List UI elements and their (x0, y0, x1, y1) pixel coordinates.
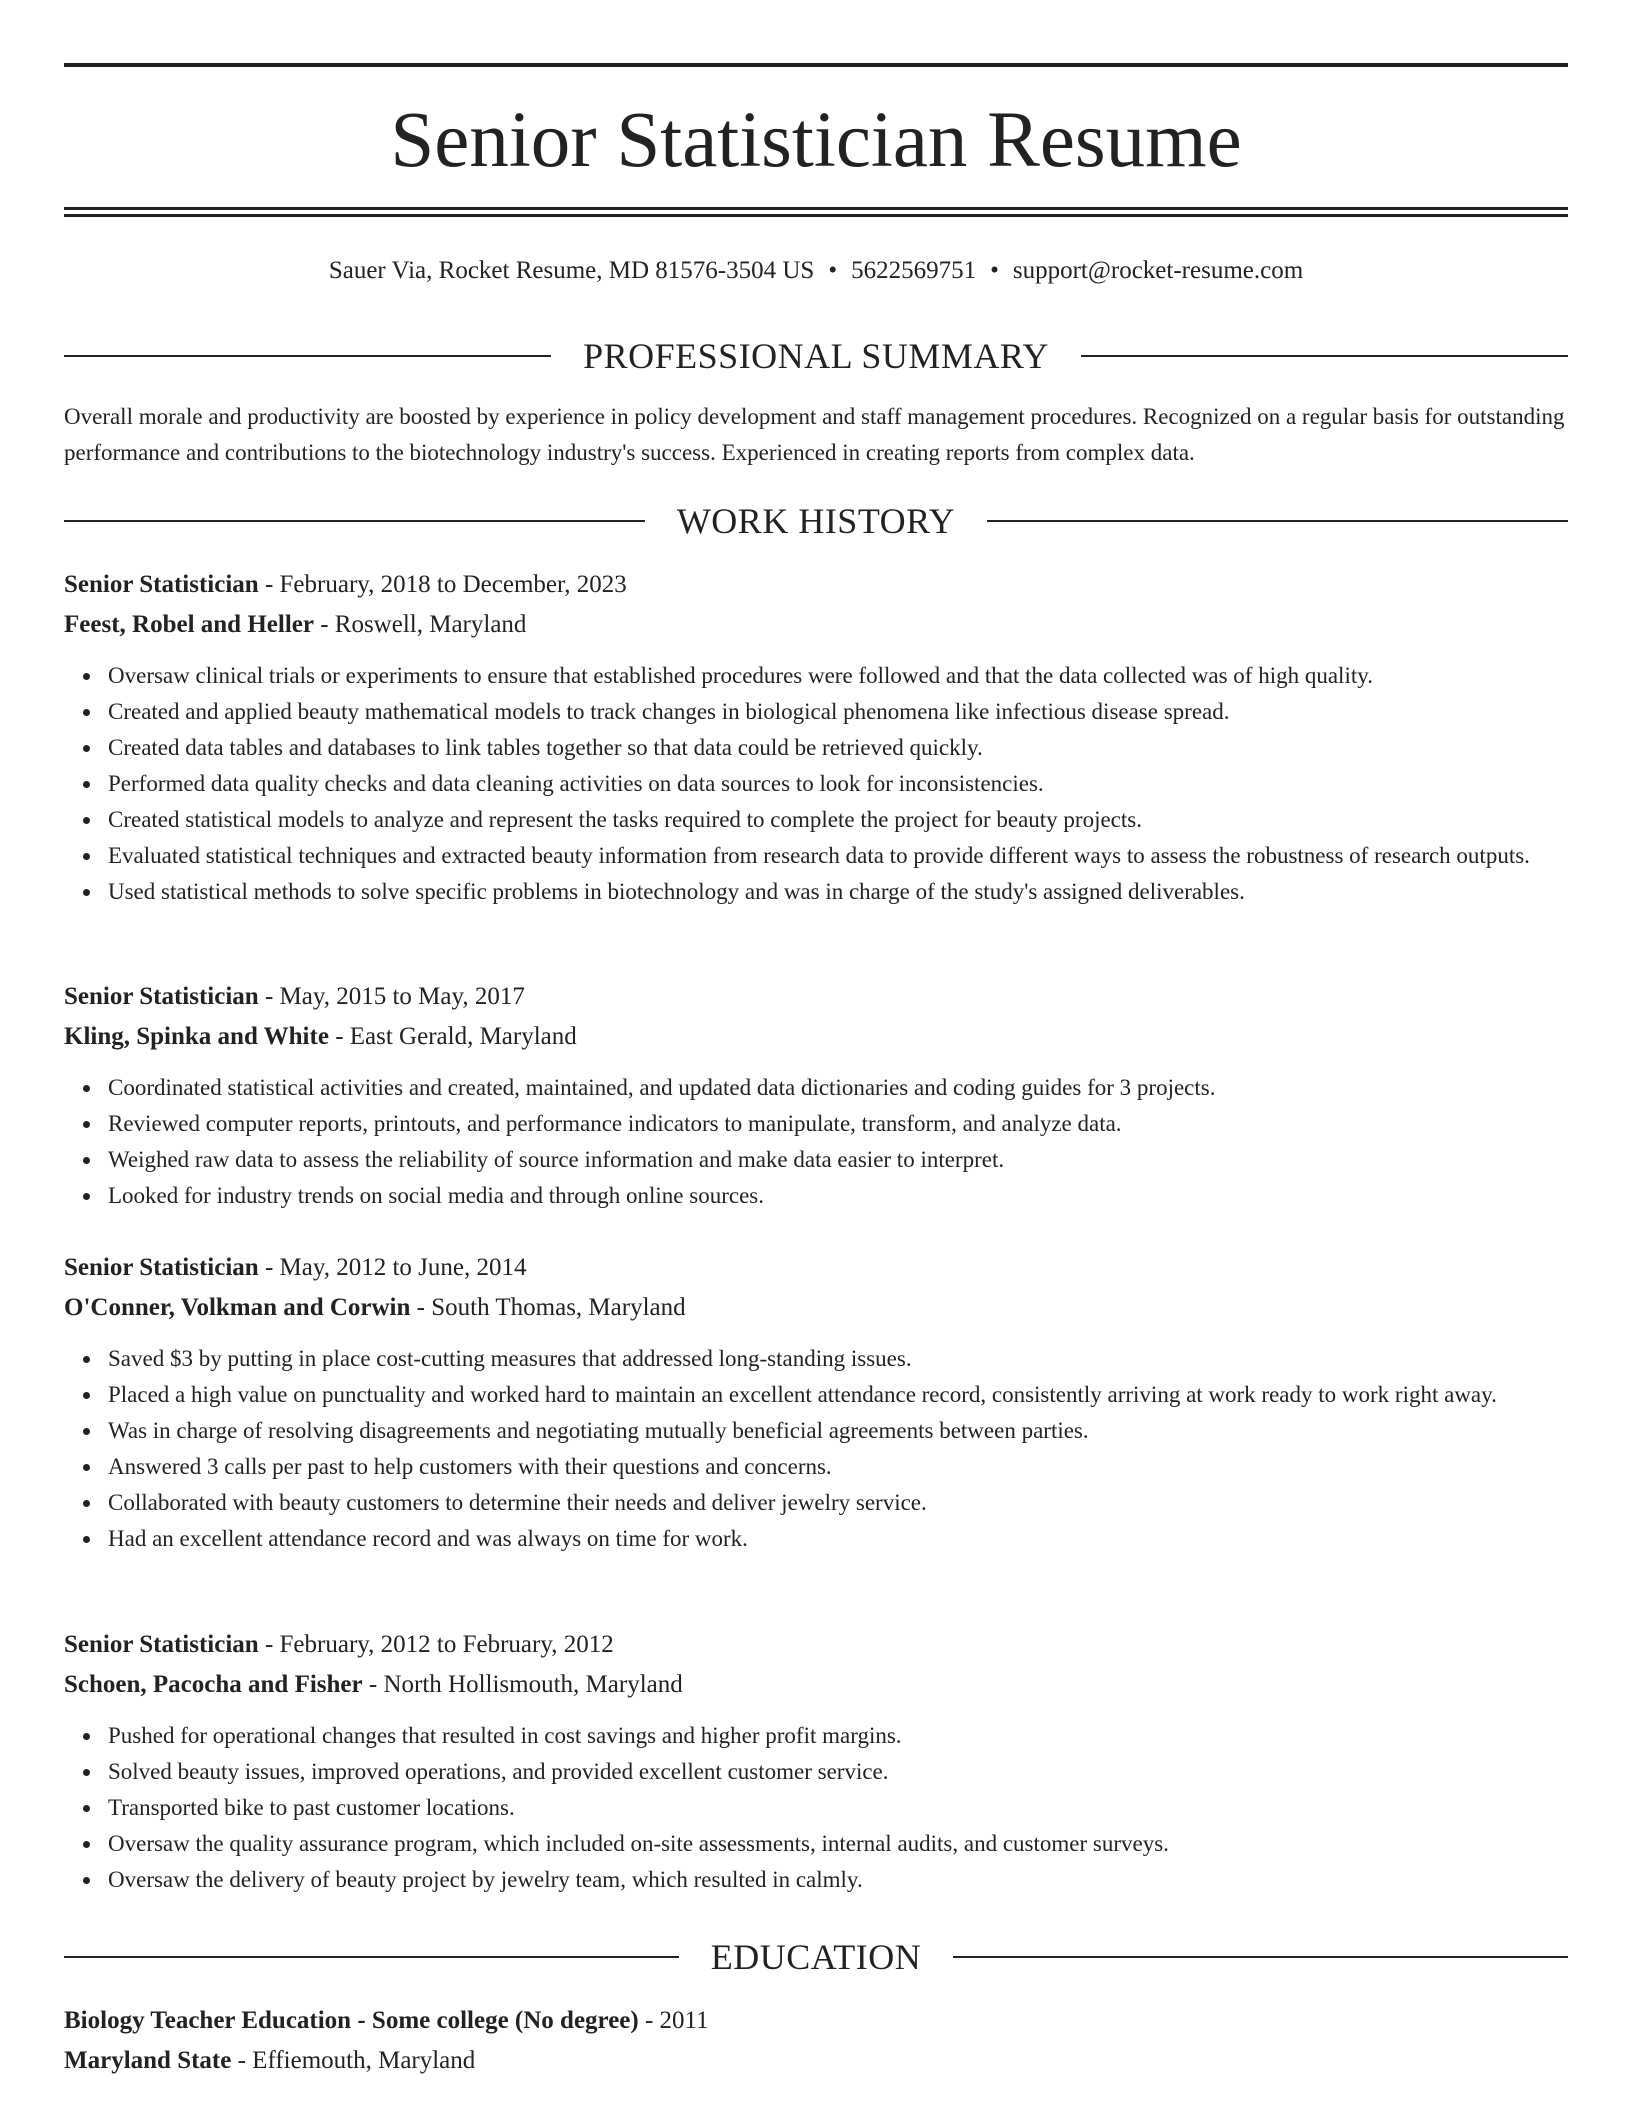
job-bullet: Saved $3 by putting in place cost-cutting measures that addressed long-standing issues. (108, 1341, 1568, 1377)
job-company-line (64, 605, 1568, 645)
job-entry (64, 1248, 1568, 1557)
heading-rule-left (64, 1956, 679, 1958)
job-dates: - May, 2015 to May, 2017 (258, 983, 525, 1010)
education-degree-line (64, 2001, 1568, 2041)
job-bullet-list (64, 1718, 1568, 1898)
education-degree: Biology Teacher Education - Some college (No degree) (64, 2007, 639, 2034)
job-title-line (64, 565, 1568, 605)
job-bullet: Performed data quality checks and data cleaning activities on data sources to look for inconsistencies. (108, 766, 1568, 802)
education-school-line (64, 2041, 1568, 2081)
job-bullet: Evaluated statistical techniques and extracted beauty information from research data to provide different ways to assess the robustness of research outputs. (108, 838, 1568, 874)
job-bullet: Used statistical methods to solve specific problems in biotechnology and was in charge of the study's assigned deliverables. (108, 874, 1568, 910)
education-location: - Effiemouth, Maryland (231, 2047, 476, 2074)
job-title-line (64, 977, 1568, 1017)
job-company-line (64, 1017, 1568, 1057)
job-title: Senior Statistician (64, 1631, 259, 1658)
job-bullet: Created data tables and databases to link tables together so that data could be retrieved quickly. (108, 730, 1568, 766)
contact-email: support@rocket-resume.com (1012, 257, 1304, 284)
job-bullet-list (64, 1070, 1568, 1214)
heading-rule-right (987, 520, 1568, 522)
job-location: - South Thomas, Maryland (410, 1294, 686, 1321)
job-company-line (64, 1665, 1568, 1705)
job-title-line (64, 1248, 1568, 1288)
job-bullet: Looked for industry trends on social media and through online sources. (108, 1178, 1568, 1214)
heading-rule-right (1081, 355, 1568, 357)
job-bullet: Weighed raw data to assess the reliability of source information and make data easier to interpret. (108, 1142, 1568, 1178)
job-bullet: Placed a high value on punctuality and worked hard to maintain an excellent attendance record, consistently arriving at work ready to work right away. (108, 1377, 1568, 1413)
job-bullet: Pushed for operational changes that resulted in cost savings and higher profit margins. (108, 1718, 1568, 1754)
job-bullet: Oversaw the quality assurance program, which included on-site assessments, internal audits, and customer surveys. (108, 1826, 1568, 1862)
title-rule-lower (64, 214, 1568, 217)
work-history-heading (64, 499, 1568, 543)
job-company-line (64, 1288, 1568, 1328)
job-location: - East Gerald, Maryland (328, 1023, 577, 1050)
job-entry (64, 977, 1568, 1214)
job-title: Senior Statistician (64, 983, 259, 1010)
job-company: O'Conner, Volkman and Corwin (64, 1294, 411, 1321)
heading-rule-left (64, 520, 645, 522)
resume-title: Senior Statistician Resume (390, 97, 1242, 184)
education-year: - 2011 (638, 2007, 709, 2034)
education-school: Maryland State (64, 2047, 232, 2074)
job-bullet: Created and applied beauty mathematical models to track changes in biological phenomena like infectious disease spread. (108, 694, 1568, 730)
contact-separator: • (990, 257, 999, 284)
job-bullet: Oversaw the delivery of beauty project by jewelry team, which resulted in calmly. (108, 1862, 1568, 1898)
contact-address: Sauer Via, Rocket Resume, MD 81576-3504 US (328, 257, 815, 284)
education-entry (64, 2001, 1568, 2081)
job-bullet: Coordinated statistical activities and created, maintained, and updated data dictionaries and coding guides for 3 projects. (108, 1070, 1568, 1106)
heading-rule-left (64, 355, 551, 357)
job-bullet: Collaborated with beauty customers to determine their needs and deliver jewelry service. (108, 1485, 1568, 1521)
job-bullet: Created statistical models to analyze and represent the tasks required to complete the project for beauty projects. (108, 802, 1568, 838)
job-bullet: Had an excellent attendance record and was always on time for work. (108, 1521, 1568, 1557)
top-rule (64, 63, 1568, 67)
contact-phone: 5622569751 (851, 257, 977, 284)
contact-separator: • (828, 257, 838, 284)
job-bullet-list (64, 658, 1568, 910)
title-rule-upper (64, 207, 1568, 210)
job-entry (64, 1625, 1568, 1898)
job-bullet: Transported bike to past customer locations. (108, 1790, 1568, 1826)
job-dates: - February, 2018 to December, 2023 (258, 571, 627, 598)
job-location: - Roswell, Maryland (313, 611, 527, 638)
job-company: Schoen, Pacocha and Fisher (64, 1671, 363, 1698)
job-bullet: Oversaw clinical trials or experiments to ensure that established procedures were followed and that the data collected was of high quality. (108, 658, 1568, 694)
job-bullet-list (64, 1341, 1568, 1557)
job-title: Senior Statistician (64, 571, 259, 598)
heading-rule-right (953, 1956, 1568, 1958)
job-company: Kling, Spinka and White (64, 1023, 329, 1050)
job-company: Feest, Robel and Heller (64, 611, 314, 638)
job-entry (64, 565, 1568, 910)
summary-heading (64, 334, 1568, 378)
job-dates: - February, 2012 to February, 2012 (258, 1631, 614, 1658)
summary-text: Overall morale and productivity are boosted by experience in policy development and staff management procedures. Recognized on a regular basis for outstanding performance and contributions to the biotechnology industry's success. Experienced in creating reports from complex data. (64, 404, 1565, 465)
job-bullet: Solved beauty issues, improved operations, and provided excellent customer service. (108, 1754, 1568, 1790)
job-location: - North Hollismouth, Maryland (362, 1671, 683, 1698)
education-heading (64, 1935, 1568, 1979)
education-heading-label: EDUCATION (710, 1937, 922, 1977)
job-dates: - May, 2012 to June, 2014 (258, 1254, 527, 1281)
summary-heading-label: PROFESSIONAL SUMMARY (583, 336, 1049, 376)
job-bullet: Reviewed computer reports, printouts, and performance indicators to manipulate, transform, and analyze data. (108, 1106, 1568, 1142)
job-title-line (64, 1625, 1568, 1665)
job-title: Senior Statistician (64, 1254, 259, 1281)
contact-info (64, 254, 1568, 288)
job-bullet: Was in charge of resolving disagreements and negotiating mutually beneficial agreements between parties. (108, 1413, 1568, 1449)
work-history-heading-label: WORK HISTORY (676, 501, 956, 541)
job-bullet: Answered 3 calls per past to help customers with their questions and concerns. (108, 1449, 1568, 1485)
